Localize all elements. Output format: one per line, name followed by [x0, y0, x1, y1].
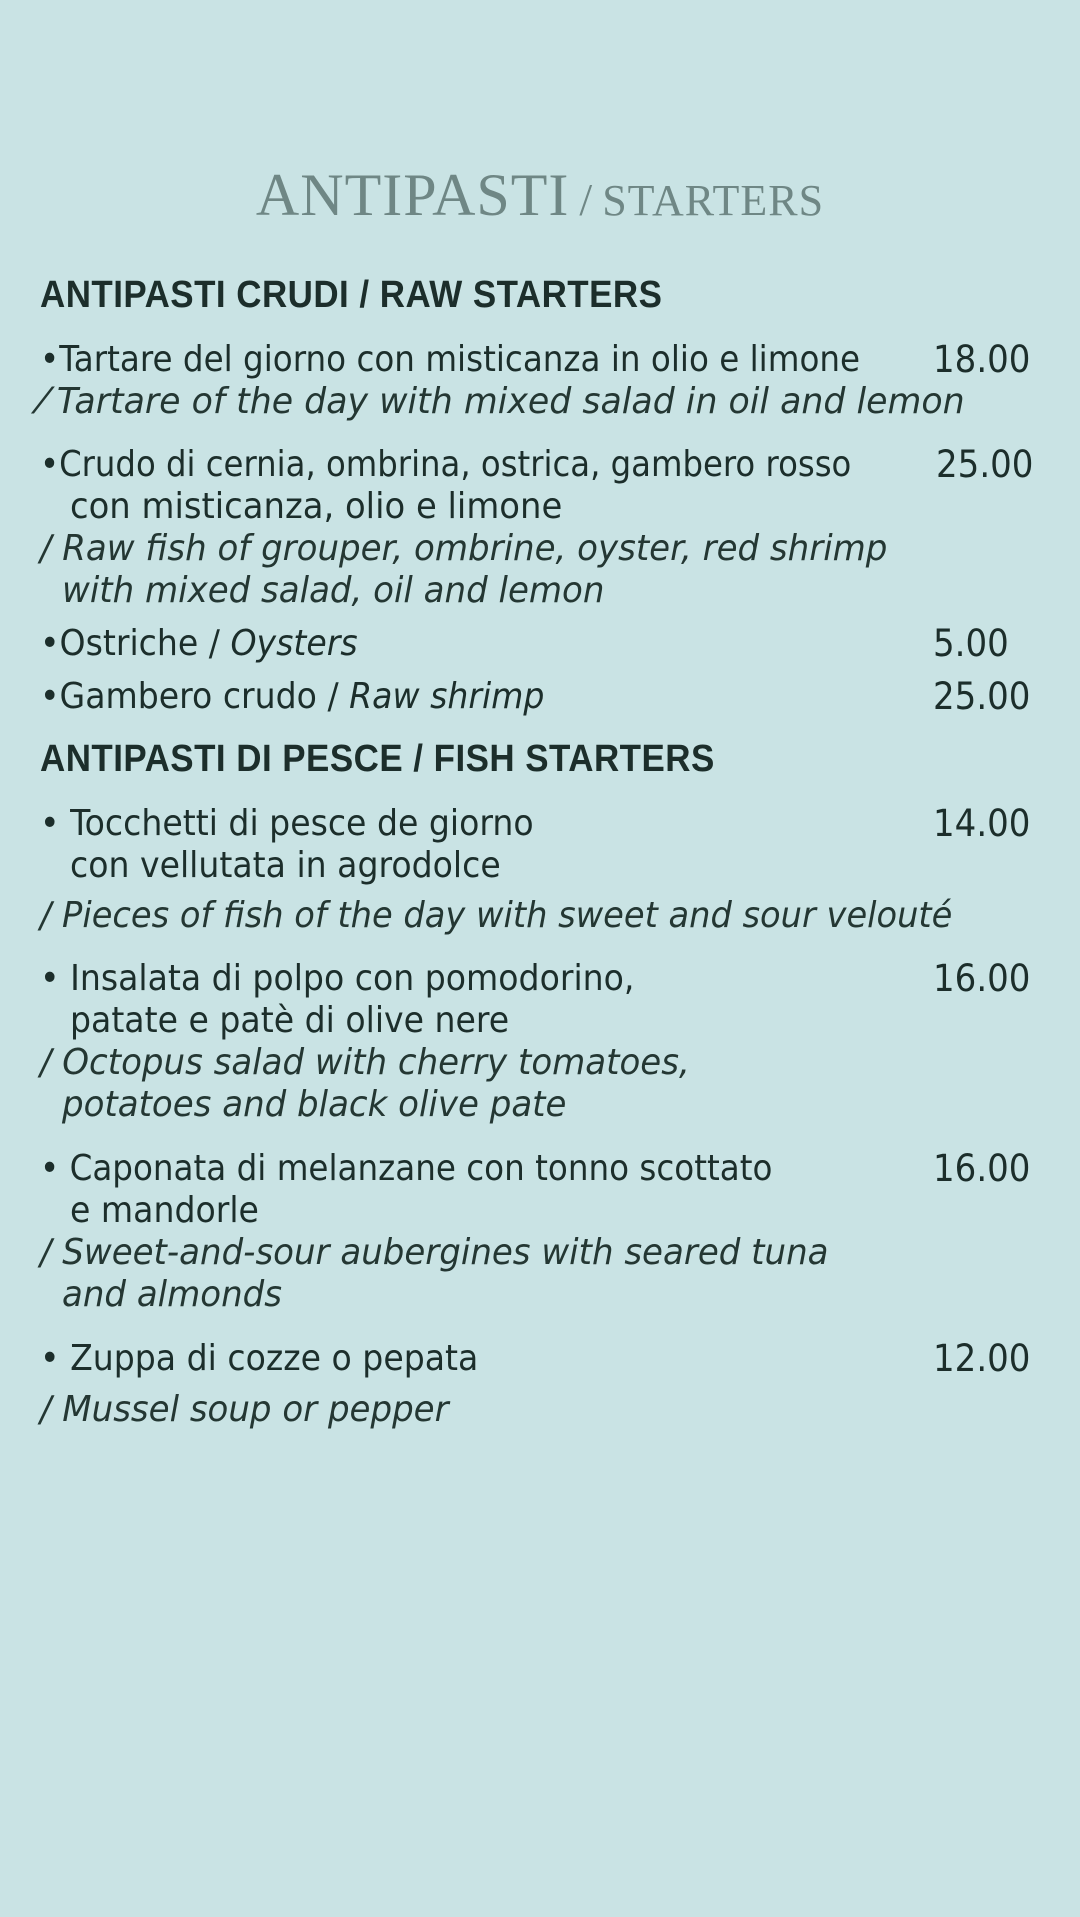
menu-item-price: 12.00 [933, 1337, 1031, 1380]
menu-item-price: 25.00 [933, 675, 1031, 718]
menu-item-name-continued: patate e patè di olive nere [70, 1000, 510, 1041]
menu-item-price: 14.00 [933, 802, 1031, 845]
menu-item-name-continued: con vellutata in agrodolce [70, 845, 501, 886]
menu-item-translation-continued: and almonds [62, 1274, 282, 1315]
menu-item-name-en: Oysters [230, 623, 358, 664]
menu-item-translation-continued: potatoes and black olive pate [62, 1084, 567, 1125]
menu-title-sub: STARTERS [602, 176, 825, 225]
menu-item-translation-continued: with mixed salad, oil and lemon [62, 570, 605, 611]
menu-item-name: • Caponata di melanzane con tonno scottato [40, 1148, 773, 1189]
menu-item-name-it: •Gambero crudo [40, 676, 317, 717]
menu-item-name [40, 676, 544, 718]
menu-item-name-it: •Ostriche [40, 623, 199, 664]
menu-title-separator: / [579, 174, 593, 225]
menu-item-name [40, 623, 358, 665]
menu-item-separator: / [316, 676, 350, 717]
menu-item-price: 5.00 [933, 622, 1009, 665]
menu-item-translation: / Mussel soup or pepper [40, 1389, 449, 1430]
menu-item-name: •Tartare del giorno con misticanza in olio e limone [40, 339, 861, 380]
menu-item-name: • Zuppa di cozze o pepata [40, 1338, 479, 1379]
menu-item-name: • Insalata di polpo con pomodorino, [40, 958, 635, 999]
section-heading-fish-starters: ANTIPASTI DI PESCE / FISH STARTERS [40, 738, 715, 780]
section-heading-raw-starters: ANTIPASTI CRUDI / RAW STARTERS [40, 274, 663, 316]
menu-item-name: • Tocchetti di pesce de giorno [40, 803, 534, 844]
menu-item-separator: / [198, 623, 231, 664]
menu-item-name-continued: con misticanza, olio e limone [70, 486, 563, 527]
menu-item-translation: / Raw fish of grouper, ombrine, oyster, red shrimp [40, 528, 888, 569]
menu-item-price: 16.00 [933, 957, 1031, 1000]
menu-item-translation: / Octopus salad with cherry tomatoes, [40, 1042, 690, 1083]
menu-item-translation: / Sweet-and-sour aubergines with seared tuna [40, 1232, 829, 1273]
menu-title-main: ANTIPASTI [255, 162, 570, 228]
menu-item-translation: ⁄ Tartare of the day with mixed salad in oil and lemon [40, 381, 965, 422]
menu-item-price: 25.00 [936, 443, 1034, 486]
menu-item-price: 18.00 [933, 338, 1031, 381]
menu-item-name: •Crudo di cernia, ombrina, ostrica, gambero rosso [40, 444, 852, 485]
menu-item-translation: / Pieces of fish of the day with sweet and sour velouté [40, 895, 953, 936]
menu-title [0, 160, 1080, 246]
menu-item-name-continued: e mandorle [70, 1190, 259, 1231]
menu-item-price: 16.00 [933, 1147, 1031, 1190]
menu-item-name-en: Raw shrimp [349, 676, 545, 717]
